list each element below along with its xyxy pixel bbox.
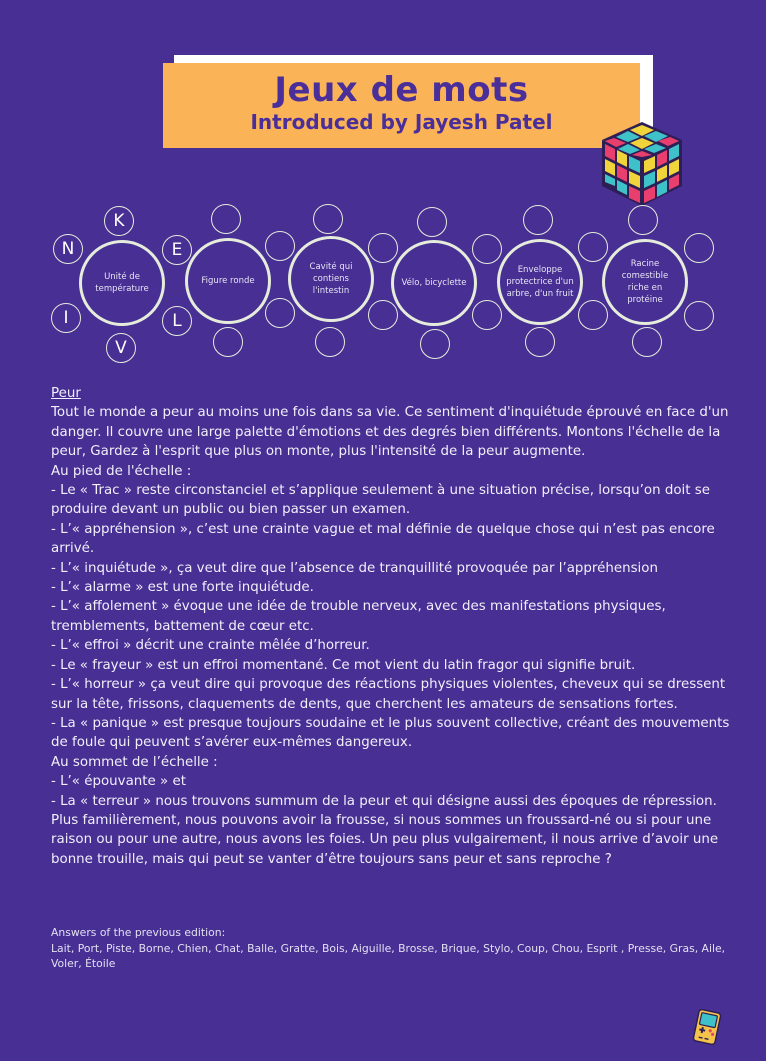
letter-cell[interactable]: K	[104, 206, 134, 236]
letter-cell[interactable]	[578, 300, 608, 330]
article-paragraph: - L’« épouvante » et	[51, 774, 186, 790]
letter-cell[interactable]	[213, 327, 243, 357]
article-paragraph: - L’« affolement » évoque une idée de trouble nerveux, avec des manifestations physiques, tremblements, battement de cœur etc.	[51, 599, 666, 634]
letter-cell[interactable]: N	[53, 234, 83, 264]
letter-cell[interactable]: E	[162, 235, 192, 265]
letter-cell[interactable]	[265, 298, 295, 328]
page-title: Jeux de mots	[274, 70, 529, 110]
page-subtitle: Introduced by Jayesh Patel	[250, 110, 553, 134]
article-paragraph: - L’« inquiétude », ça veut dire que l’absence de tranquillité provoquée par l’appréhension	[51, 560, 658, 576]
article-paragraph: - Le « Trac » reste circonstanciel et s’applique seulement à une situation précise, lorsqu’on doit se produire devant un public ou bien passer un examen.	[51, 483, 710, 518]
article-paragraph: - L’« alarme » est une forte inquiétude.	[51, 580, 314, 596]
clue-circle: Unité de température	[79, 240, 165, 326]
article-heading: Peur	[51, 386, 81, 401]
article-paragraph: - La « terreur » nous trouvons summum de la peur et qui désigne aussi des époques de répression.	[51, 793, 717, 809]
article-paragraph: Tout le monde a peur au moins une fois dans sa vie. Ce sentiment d'inquiétude éprouvé en face d'un danger. Il couvre une large palette d'émotions et des degrés bien différents. Montons l'échelle de la peur, Gardez à l'esprit que plus on monte, plus l'intensité de la peur augmente.	[51, 405, 729, 460]
clue-circle: Enveloppe protectrice d'un arbre, d'un fruit	[497, 239, 583, 325]
word-puzzle	[0, 200, 766, 370]
clue-circle: Vélo, bicyclette	[391, 240, 477, 326]
letter-cell[interactable]	[578, 232, 608, 262]
letter-cell[interactable]: L	[162, 306, 192, 336]
article-paragraph: Au pied de l'échelle :	[51, 463, 192, 479]
article-paragraph: - La « panique » est presque toujours soudaine et le plus souvent collective, créant des mouvements de foule qui peuvent s’avérer eux-mêmes dangereux.	[51, 715, 730, 751]
letter-cell[interactable]	[628, 205, 658, 235]
letter-cell[interactable]	[368, 300, 398, 330]
letter-cell[interactable]	[211, 204, 241, 234]
letter-cell[interactable]	[265, 231, 295, 261]
article-paragraph: - L’« appréhension », c’est une crainte vague et mal définie de quelque chose qui n’est pas encore arrivé.	[51, 521, 715, 557]
clue-circle: Cavité qui contiens l'intestin	[288, 236, 374, 322]
letter-cell[interactable]	[420, 329, 450, 359]
letter-cell[interactable]	[313, 204, 343, 234]
clue-circle: Figure ronde	[185, 238, 271, 324]
article-peur	[51, 384, 741, 869]
letter-cell[interactable]	[472, 300, 502, 330]
letter-cell[interactable]	[684, 233, 714, 263]
letter-cell[interactable]	[684, 301, 714, 331]
article-paragraph: - L’« horreur » ça veut dire qui provoque des réactions physiques violentes, cheveux qui se dressent sur la tête, frissons, claquements de dents, que cherchent les amateurs de sensations fortes.	[51, 677, 726, 712]
article-paragraph: - Le « frayeur » est un effroi momentané. Ce mot vient du latin fragor qui signifie bruit.	[51, 657, 636, 673]
letter-cell[interactable]	[368, 233, 398, 263]
letter-cell[interactable]	[417, 207, 447, 237]
answers-label: Answers of the previous edition:	[51, 926, 226, 939]
letter-cell[interactable]: I	[51, 303, 81, 333]
letter-cell[interactable]	[315, 327, 345, 357]
title-banner	[163, 63, 640, 148]
article-paragraph: Plus familièrement, nous pouvons avoir la frousse, si nous sommes un froussard-né ou si pour une raison ou pour une autre, nous avons les foies. Un peu plus vulgairement, il nous arrive d’avoir une bonne trouille, mais qui peut se vanter d’être toujours sans peur et sans reproche ?	[51, 812, 719, 867]
article-paragraph: - L’« effroi » décrit une crainte mêlée d’horreur.	[51, 638, 370, 654]
letter-cell[interactable]	[632, 327, 662, 357]
rubiks-cube-icon	[600, 120, 684, 208]
letter-cell[interactable]: V	[106, 333, 136, 363]
letter-cell[interactable]	[523, 205, 553, 235]
letter-cell[interactable]	[525, 327, 555, 357]
letter-cell[interactable]	[472, 234, 502, 264]
previous-answers	[51, 925, 751, 972]
article-paragraph: Au sommet de l’échelle :	[51, 754, 218, 770]
game-console-icon	[690, 1009, 724, 1045]
answers-list: Lait, Port, Piste, Borne, Chien, Chat, Balle, Gratte, Bois, Aiguille, Brosse, Brique, Stylo, Coup, Chou, Esprit , Presse, Gras, Aile, Voler, Étoile	[51, 941, 726, 970]
clue-circle: Racine comestible riche en protéine	[602, 239, 688, 325]
